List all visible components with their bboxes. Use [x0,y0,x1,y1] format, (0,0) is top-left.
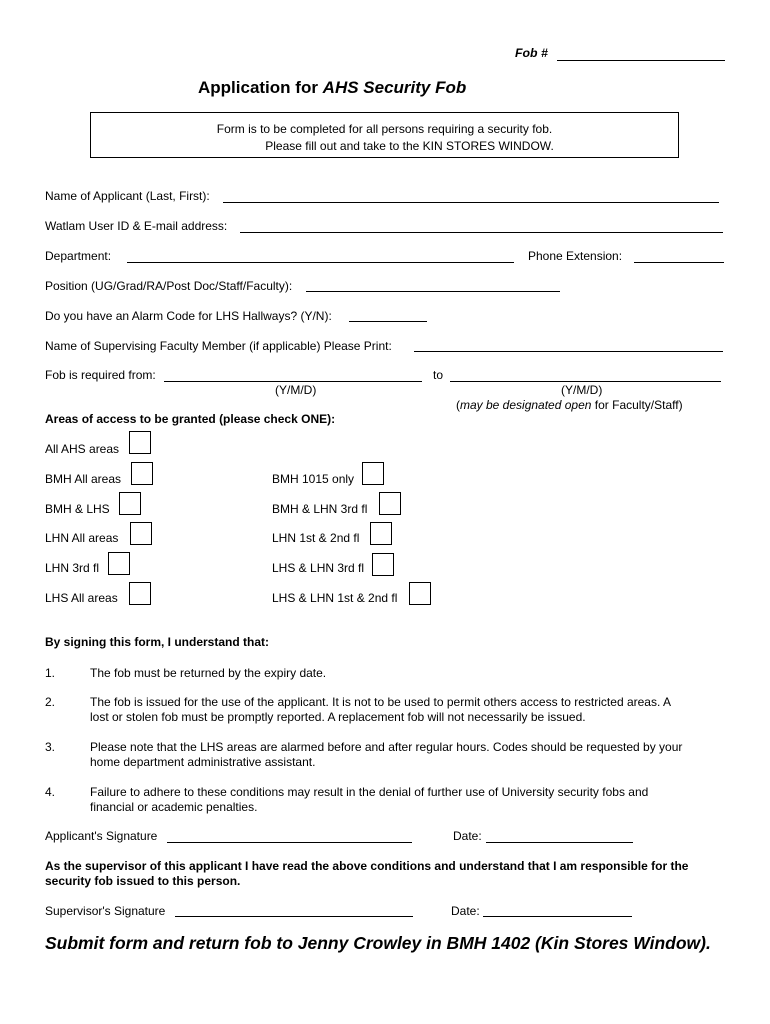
area-label-bmh-all: BMH All areas [45,472,122,486]
alarm-label: Do you have an Alarm Code for LHS Hallways? (Y/N): [45,309,332,323]
area-label-bmh-lhn3: BMH & LHN 3rd fl [272,502,368,516]
notice-line-1: Form is to be completed for all persons requiring a security fob. [216,122,553,136]
form-title-prefix: Application for [198,78,323,97]
checkbox-bmh-lhn3[interactable] [379,492,401,515]
checkbox-lhn-3[interactable] [108,552,130,575]
applicant-signature-label: Applicant's Signature [45,829,158,843]
checkbox-bmh-all[interactable] [131,462,153,485]
open-note-italic: may be designated open [460,398,592,412]
term-number: 2. [45,695,56,709]
name-label: Name of Applicant (Last, First): [45,189,210,203]
terms-heading: By signing this form, I understand that: [45,635,270,649]
supervisor-statement-line-1: As the supervisor of this applicant I have read the above conditions and understand that I am responsible for the [45,859,689,873]
userid-label: Watlam User ID & E-mail address: [45,219,228,233]
checkbox-all-ahs[interactable] [129,431,151,454]
fob-to-label: to [433,368,444,382]
form-title [198,78,466,98]
area-label-lhs-lhn12: LHS & LHN 1st & 2nd fl [272,591,398,605]
supervisor-date-field[interactable] [483,916,632,917]
phone-field[interactable] [634,262,724,263]
term-text: The fob must be returned by the expiry date. [90,666,327,680]
area-label-lhs-all: LHS All areas [45,591,118,605]
area-label-lhn-12: LHN 1st & 2nd fl [272,531,360,545]
fob-to-field[interactable] [450,381,721,382]
fob-from-field[interactable] [164,381,422,382]
area-label-lhn-3: LHN 3rd fl [45,561,100,575]
checkbox-lhs-lhn12[interactable] [409,582,431,605]
term-text: lost or stolen fob must be promptly reported. A replacement fob will not necessarily be issued. [90,710,586,724]
checkbox-bmh-1015[interactable] [362,462,384,485]
checkbox-lhs-lhn3[interactable] [372,553,394,576]
supervisor-signature-label: Supervisor's Signature [45,904,166,918]
open-note [456,398,683,412]
term-text: financial or academic penalties. [90,800,258,814]
department-field[interactable] [127,262,514,263]
supervisor-date-label: Date: [451,904,480,918]
notice-box [90,112,679,158]
term-number: 4. [45,785,56,799]
checkbox-bmh-lhs[interactable] [119,492,141,515]
area-label-lhs-lhn3: LHS & LHN 3rd fl [272,561,365,575]
checkbox-lhs-all[interactable] [129,582,151,605]
term-text: home department administrative assistant. [90,755,316,769]
checkbox-lhn-all[interactable] [130,522,152,545]
to-date-format: (Y/M/D) [561,383,603,397]
term-text: Failure to adhere to these conditions may result in the denial of further use of University security fobs and [90,785,649,799]
supervisor-statement-line-2: security fob issued to this person. [45,874,241,888]
applicant-signature-field[interactable] [167,842,412,843]
fob-from-label: Fob is required from: [45,368,156,382]
submit-instruction: Submit form and return fob to Jenny Crowley in BMH 1402 (Kin Stores Window). [45,933,711,953]
notice-line-2: Please fill out and take to the KIN STORES WINDOW. [265,139,554,153]
areas-heading: Areas of access to be granted (please check ONE): [45,412,336,426]
term-number: 1. [45,666,56,680]
position-label: Position (UG/Grad/RA/Post Doc/Staff/Faculty): [45,279,293,293]
applicant-date-label: Date: [453,829,482,843]
area-label-bmh-lhs: BMH & LHS [45,502,110,516]
from-date-format: (Y/M/D) [275,383,317,397]
fob-number-label: Fob # [515,46,548,60]
area-label-bmh-1015: BMH 1015 only [272,472,355,486]
term-number: 3. [45,740,56,754]
phone-label: Phone Extension: [528,249,623,263]
supervisor-label: Name of Supervising Faculty Member (if applicable) Please Print: [45,339,392,353]
area-label-all-ahs: All AHS areas [45,442,120,456]
position-field[interactable] [306,291,560,292]
open-note-paren: ( [456,398,460,412]
alarm-field[interactable] [349,321,427,322]
checkbox-lhn-12[interactable] [370,522,392,545]
name-field[interactable] [223,202,719,203]
fob-number-field[interactable] [557,60,725,61]
supervisor-signature-field[interactable] [175,916,413,917]
department-label: Department: [45,249,112,263]
open-note-rest: for Faculty/Staff) [591,398,683,412]
userid-field[interactable] [240,232,723,233]
term-text: The fob is issued for the use of the applicant. It is not to be used to permit others access to restricted areas. A [90,695,671,709]
supervisor-field[interactable] [414,351,723,352]
form-title-emph: AHS Security Fob [322,78,467,97]
term-text: Please note that the LHS areas are alarmed before and after regular hours. Codes should be requested by your [90,740,683,754]
applicant-date-field[interactable] [486,842,633,843]
area-label-lhn-all: LHN All areas [45,531,119,545]
